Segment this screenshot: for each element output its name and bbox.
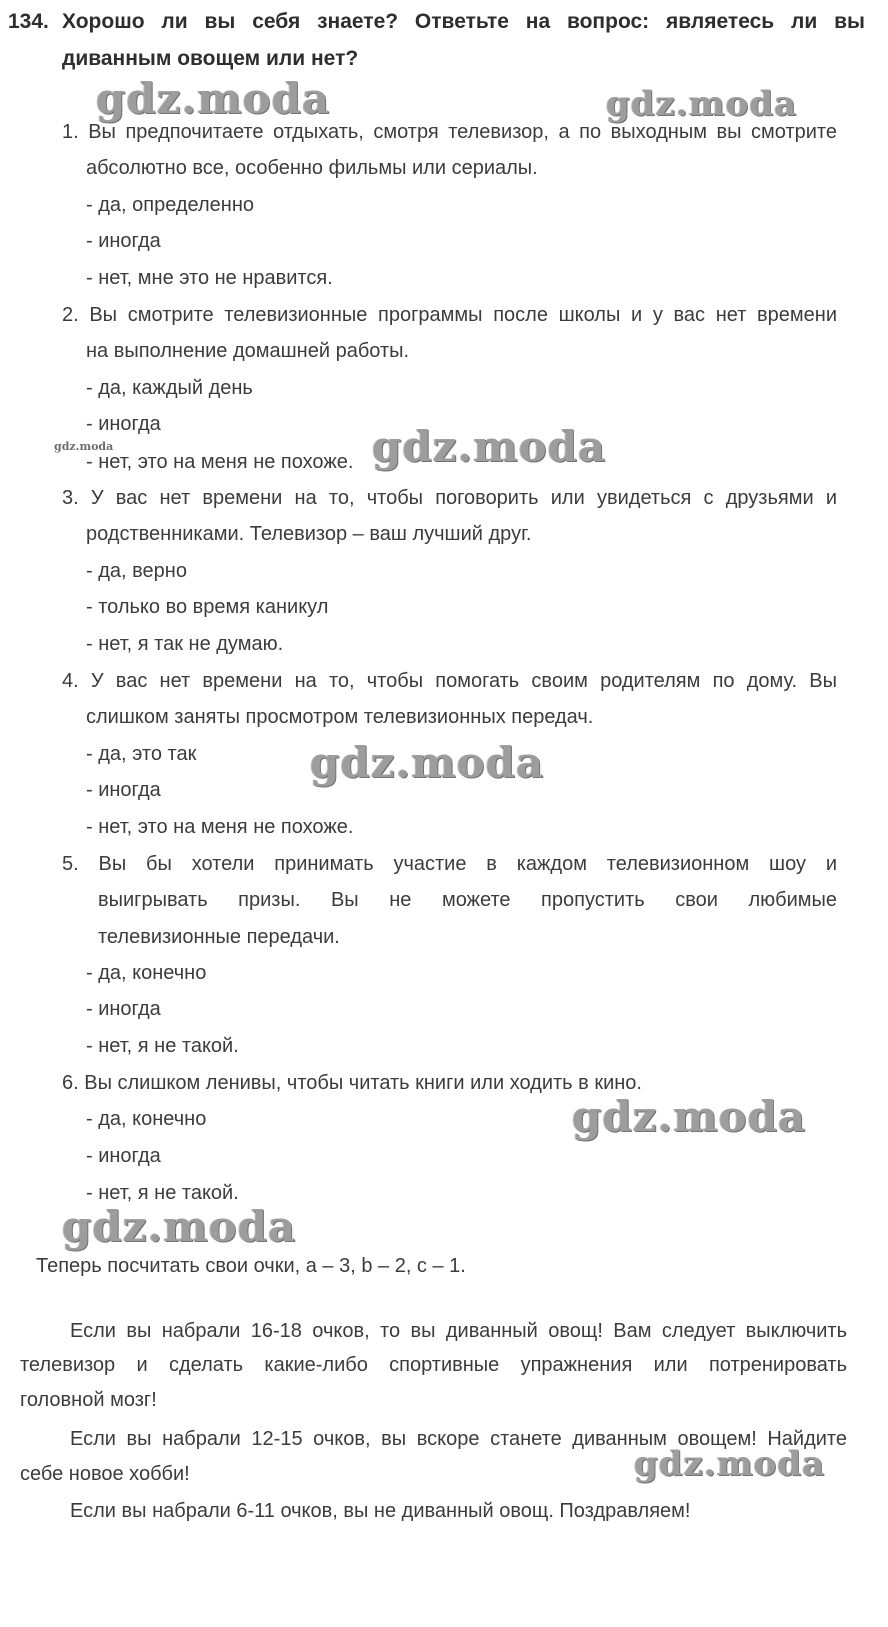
question-6-option-a: - да, конечно: [86, 1108, 207, 1130]
exercise-number: 134.: [8, 10, 49, 33]
question-1-line-2: абсолютно все, особенно фильмы или сериалы.: [86, 157, 538, 179]
question-4-option-b: - иногда: [86, 779, 161, 801]
exercise-title-line-1: Хорошо ли вы себя знаете? Ответьте на вопрос: являетесь ли вы: [62, 10, 865, 33]
question-5-option-b: - иногда: [86, 998, 161, 1020]
watermark: gdz.moda: [606, 84, 798, 124]
question-4-line-2: слишком заняты просмотром телевизионных передач.: [86, 706, 594, 728]
question-3-option-b: - только во время каникул: [86, 596, 329, 618]
question-3-option-c: - нет, я так не думаю.: [86, 633, 284, 655]
exercise-title-line-2: диванным овощем или нет?: [62, 47, 359, 70]
question-2-option-b: - иногда: [86, 413, 161, 435]
question-2-option-a: - да, каждый день: [86, 377, 253, 399]
question-3-line-2: родственниками. Телевизор – ваш лучший друг.: [86, 523, 532, 545]
question-5-option-c: - нет, я не такой.: [86, 1035, 239, 1057]
watermark: gdz.moda: [310, 738, 545, 787]
question-4-option-a: - да, это так: [86, 743, 197, 765]
question-1-option-c: - нет, мне это не нравится.: [86, 267, 333, 289]
question-6-line-1: 6. Вы слишком ленивы, чтобы читать книги или ходить в кино.: [62, 1072, 642, 1094]
question-1-option-a: - да, определенно: [86, 194, 255, 216]
watermark: gdz.moda: [96, 74, 331, 123]
question-5-line-3: телевизионные передачи.: [98, 926, 340, 948]
question-1-line-1: 1. Вы предпочитаете отдыхать, смотря телевизор, а по выходным вы смотрите: [62, 121, 837, 143]
watermark-small: gdz.moda: [54, 440, 114, 453]
question-2-line-2: на выполнение домашней работы.: [86, 340, 410, 362]
question-6-option-b: - иногда: [86, 1145, 161, 1167]
result-1-line-3: головной мозг!: [20, 1389, 157, 1411]
question-3-option-a: - да, верно: [86, 560, 187, 582]
question-1-option-b: - иногда: [86, 230, 161, 252]
question-5-option-a: - да, конечно: [86, 962, 207, 984]
watermark: gdz.moda: [634, 1444, 826, 1484]
result-1-line-1: Если вы набрали 16-18 очков, то вы диванный овощ! Вам следует выключить: [70, 1320, 847, 1342]
question-4-option-c: - нет, это на меня не похоже.: [86, 816, 354, 838]
result-1-line-2: телевизор и сделать какие-либо спортивные упражнения или потренировать: [20, 1354, 847, 1376]
watermark: gdz.moda: [372, 422, 607, 471]
question-2-option-c: - нет, это на меня не похоже.: [86, 451, 354, 473]
question-5-line-2: выигрывать призы. Вы не можете пропустить свои любимые: [98, 889, 837, 911]
scoring-instruction: Теперь посчитать свои очки, a – 3, b – 2, c – 1.: [36, 1255, 466, 1277]
result-2-line-2: себе новое хобби!: [20, 1463, 190, 1485]
question-5-line-1: 5. Вы бы хотели принимать участие в каждом телевизионном шоу и: [62, 853, 837, 875]
watermark: gdz.moda: [62, 1202, 297, 1251]
watermark: gdz.moda: [572, 1092, 807, 1141]
question-4-line-1: 4. У вас нет времени на то, чтобы помогать своим родителям по дому. Вы: [62, 670, 837, 692]
question-6-option-c: - нет, я не такой.: [86, 1182, 239, 1204]
result-2-line-1: Если вы набрали 12-15 очков, вы вскоре станете диванным овощем! Найдите: [70, 1428, 847, 1450]
question-2-line-1: 2. Вы смотрите телевизионные программы после школы и у вас нет времени: [62, 304, 837, 326]
question-3-line-1: 3. У вас нет времени на то, чтобы поговорить или увидеться с друзьями и: [62, 487, 837, 509]
result-3-line-1: Если вы набрали 6-11 очков, вы не диванный овощ. Поздравляем!: [70, 1500, 691, 1522]
